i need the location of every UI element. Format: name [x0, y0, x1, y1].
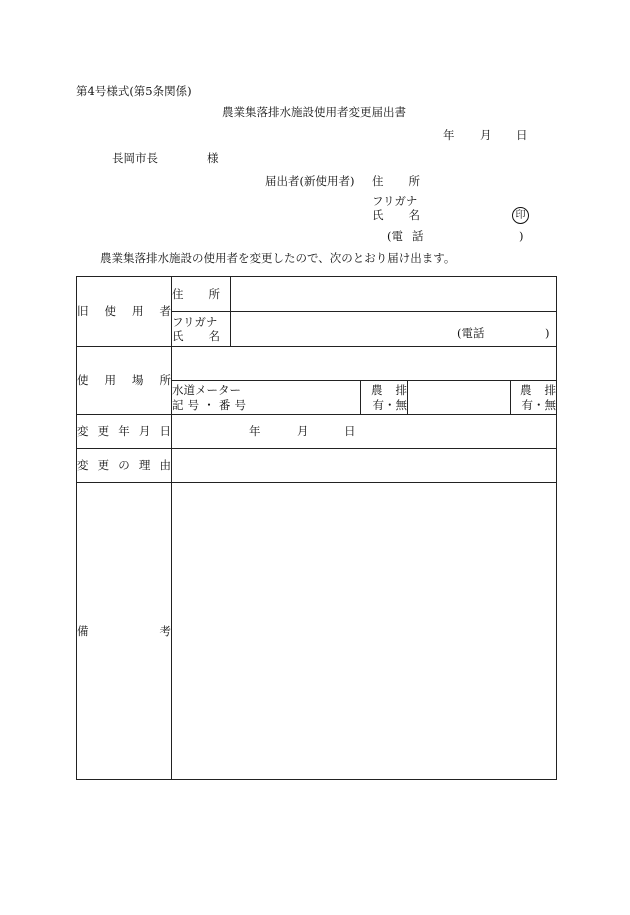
nouhai-indicator-2[interactable]: 農 排 有・無 [511, 381, 557, 415]
meter-number-field-2[interactable] [408, 381, 511, 415]
applicant-phone-open: (電 [387, 229, 403, 243]
date-year-label: 年 [443, 128, 455, 142]
form-table [76, 276, 557, 780]
applicant-name-label: 氏 名 [372, 208, 420, 222]
statement: 農業集落排水施設の使用者を変更したので、次のとおり届け出ます。 [100, 251, 456, 265]
applicant-address-label: 住 所 [372, 174, 420, 188]
remarks-label: 備 考 [77, 483, 172, 780]
applicant-label: 届出者(新使用者) [265, 174, 355, 188]
old-user-address-label: 住 所 [172, 277, 231, 312]
applicant-phone-close: ) [519, 229, 524, 243]
applicant-phone-char: 話 [412, 229, 424, 243]
change-date-month: 月 [297, 424, 309, 438]
remarks-field[interactable] [172, 483, 557, 780]
old-user-name-label: フリガナ 氏 名 [172, 312, 231, 347]
change-date-year: 年 [249, 424, 261, 438]
date-day-label: 日 [516, 128, 528, 142]
nouhai-indicator-1[interactable]: 農 排 有・無 [361, 381, 408, 415]
seal-mark: 印 [512, 207, 529, 224]
old-user-name-field[interactable] [231, 312, 557, 347]
old-user-address-field[interactable] [231, 277, 557, 312]
location-label: 使 用 場 所 [77, 347, 172, 415]
form-number: 第4号様式(第5条関係) [76, 84, 192, 98]
location-field[interactable] [172, 347, 557, 381]
change-date-field[interactable] [172, 415, 557, 449]
change-reason-label: 変 更 の 理 由 [77, 449, 172, 483]
change-date-day: 日 [344, 424, 356, 438]
change-date-label: 変 更 年 月 日 [77, 415, 172, 449]
addressee: 長岡市長 [112, 151, 158, 165]
old-user-phone-label: (電話 [457, 326, 485, 340]
document-title: 農業集落排水施設使用者変更届出書 [222, 105, 406, 119]
date-month-label: 月 [480, 128, 492, 142]
honorific: 様 [207, 151, 219, 165]
old-user-phone-close: ) [545, 326, 550, 340]
old-user-label: 旧 使 用 者 [77, 277, 172, 347]
applicant-furigana-label: フリガナ [372, 194, 418, 208]
change-reason-field[interactable] [172, 449, 557, 483]
meter-number-label: 水道メーター 記 号 ・ 番 号 [172, 381, 361, 415]
